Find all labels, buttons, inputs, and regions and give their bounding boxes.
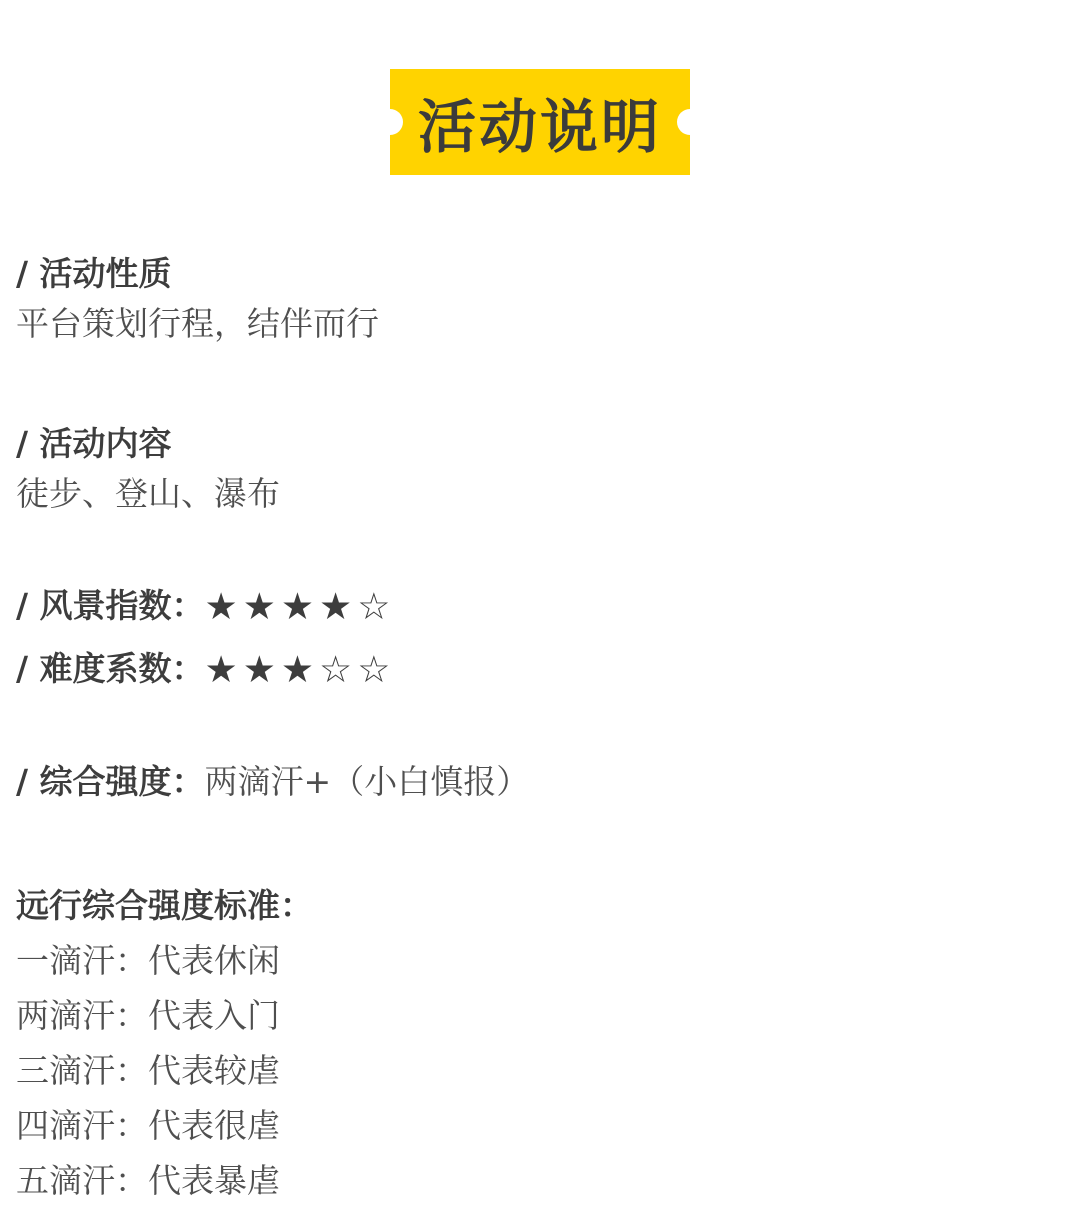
activity-content-heading: / 活动内容	[16, 424, 172, 463]
difficulty-star-rating: ★★★☆☆	[204, 648, 396, 691]
activity-nature-heading: / 活动性质	[16, 254, 172, 293]
intensity-value: 两滴汗+（小白慎报）	[204, 762, 530, 801]
standards-heading: 远行综合强度标准：	[16, 886, 313, 925]
standards-block	[16, 878, 1060, 1208]
intensity-row	[16, 757, 1060, 813]
standard-item-1: 一滴汗：代表休闲	[16, 941, 280, 980]
difficulty-rating-label: / 难度系数：	[16, 649, 205, 688]
difficulty-rating-row	[16, 641, 1060, 704]
standard-item-2: 两滴汗：代表入门	[16, 996, 280, 1035]
content-area	[0, 249, 1080, 1208]
section-activity-nature	[16, 249, 1060, 349]
intensity-label: / 综合强度：	[16, 762, 205, 801]
activity-content-body: 徒步、登山、瀑布	[16, 474, 280, 513]
ticket-notch-left-icon	[377, 109, 403, 135]
page-title: 活动说明	[417, 93, 662, 161]
scenery-star-rating: ★★★★☆	[204, 585, 396, 628]
ticket-notch-right-icon	[677, 109, 703, 135]
standard-item-3: 三滴汗：代表较虐	[16, 1051, 280, 1090]
ratings-block	[16, 578, 1060, 704]
section-activity-content	[16, 419, 1060, 519]
ticket-banner	[390, 69, 690, 175]
standard-item-4: 四滴汗：代表很虐	[16, 1106, 280, 1145]
scenery-rating-row	[16, 578, 1060, 641]
standard-item-5: 五滴汗：代表暴虐	[16, 1161, 280, 1200]
scenery-rating-label: / 风景指数：	[16, 586, 205, 625]
activity-nature-body: 平台策划行程，结伴而行	[16, 304, 379, 343]
